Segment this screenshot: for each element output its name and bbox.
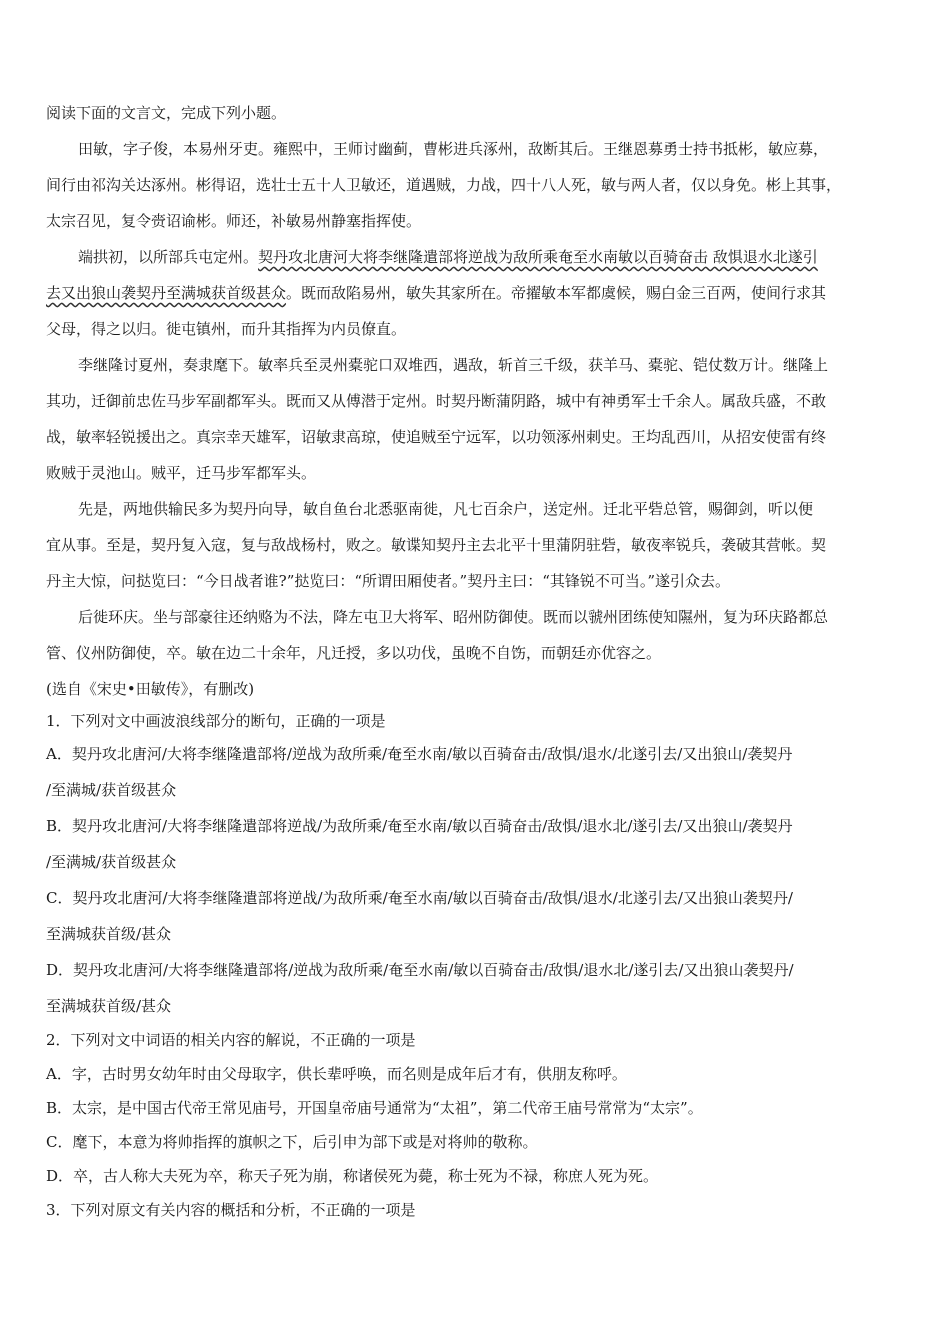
q1-option-b-line1: B．契丹攻北唐河/大将李继隆遣部将逆战/为敌所乘/奄至水南/敏以百骑奋击/敌惧/退水北/遂引去/又出狼山/袭契丹 — [46, 817, 793, 835]
q2-option-b: B．太宗，是中国古代帝王常见庙号，开国皇帝庙号通常为“太祖”，第二代帝王庙号常常为“太宗”。 — [46, 1099, 703, 1117]
passage-p5-line1: 后徙环庆。坐与部豪往还纳赂为不法，降左屯卫大将军、昭州防御使。既而以虢州团练使知隰州，复为环庆路都总 — [78, 608, 829, 626]
question-3-stem: 3．下列对原文有关内容的概括和分析，不正确的一项是 — [46, 1201, 416, 1219]
passage-p3-line4: 败贼于灵池山。贼平，迁马步军都军头。 — [46, 464, 317, 482]
q2-option-c: C．麾下，本意为将帅指挥的旗帜之下，后引申为部下或是对将帅的敬称。 — [46, 1133, 538, 1151]
question-1-stem: 1．下列对文中画波浪线部分的断句，正确的一项是 — [46, 712, 386, 730]
passage-p1-line1: 田敏，字子俊，本易州牙吏。雍熙中，王师讨幽蓟，曹彬进兵涿州，敌断其后。王继恩募勇士持书抵彬，敏应募， — [78, 140, 829, 158]
passage-p4-line3: 丹主大惊，问挞览曰：“今日战者谁?”挞览曰：“所谓田厢使者。”契丹主曰：“其锋锐不可当。”遂引众去。 — [46, 572, 731, 590]
passage-source: (选自《宋史•田敏传》，有删改) — [46, 680, 255, 698]
q1-option-c-line2: 至满城获首级/甚众 — [46, 925, 172, 943]
passage-p3-line1: 李继隆讨夏州，奏隶麾下。敏率兵至灵州橐驼口双堆西，遇敌，斩首三千级，获羊马、橐驼、铠仗数万计。继隆上 — [78, 356, 829, 374]
passage-p5-line2: 管、仪州防御使，卒。敏在边二十余年，凡迁授，多以功伐，虽晚不自饬，而朝廷亦优容之。 — [46, 644, 662, 662]
q1-option-c-line1: C．契丹攻北唐河/大将李继隆遣部将逆战/为敌所乘/奄至水南/敏以百骑奋击/敌惧/退水/北遂引去/又出狼山袭契丹/ — [46, 889, 793, 907]
q1-option-d-line1: D．契丹攻北唐河/大将李继隆遣部将/逆战为敌所乘/奄至水南/敏以百骑奋击/敌惧/退水北/遂引去/又出狼山袭契丹/ — [46, 961, 794, 979]
q1-option-a-line2: /至满城/获首级甚众 — [46, 781, 177, 799]
passage-p2-line3: 父母，得之以归。徙屯镇州，而升其指挥为内员僚直。 — [46, 320, 407, 338]
question-2-stem: 2．下列对文中词语的相关内容的解说，不正确的一项是 — [46, 1031, 416, 1049]
passage-p3-line2: 其功，迁御前忠佐马步军副都军头。既而又从傅潜于定州。时契丹断蒲阴路，城中有神勇军士千余人。属敌兵盛，不敢 — [46, 392, 827, 410]
wavy-underlined-text-1: 契丹攻北唐河大将李继隆遣部将逆战为敌所乘奄至水南敏以百骑奋击 敌惧退水北遂引 — [258, 248, 818, 266]
q2-option-d: D．卒，古人称大夫死为卒，称天子死为崩，称诸侯死为薨，称士死为不禄，称庶人死为死。 — [46, 1167, 659, 1185]
passage-p3-line3: 战，敏率轻锐援出之。真宗幸天雄军，诏敏隶高琼，使追贼至宁远军，以功领涿州刺史。王均乱西川，从招安使雷有终 — [46, 428, 827, 446]
passage-p2-line1 — [78, 247, 818, 267]
wavy-underlined-text-2: 去又出狼山袭契丹至满城获首级甚众 — [46, 284, 287, 302]
q1-option-a-line1: A．契丹攻北唐河/大将李继隆遣部将/逆战为敌所乘/奄至水南/敏以百骑奋击/敌惧/退水/北遂引去/又出狼山/袭契丹 — [46, 745, 793, 763]
passage-p2-line2-rest: 。既而敌陷易州，敏失其家所在。帝擢敏本军都虞候，赐白金三百两，使间行求其 — [286, 284, 827, 302]
passage-p2-lead: 端拱初，以所部兵屯定州。 — [78, 248, 259, 266]
intro-instruction: 阅读下面的文言文，完成下列小题。 — [46, 104, 287, 122]
q1-option-d-line2: 至满城获首级/甚众 — [46, 997, 172, 1015]
passage-p1-line3: 太宗召见，复令赍诏谕彬。师还，补敏易州静塞指挥使。 — [46, 212, 422, 230]
passage-p1-line2: 间行由祁沟关达涿州。彬得诏，选壮士五十人卫敏还，道遇贼，力战，四十八人死，敏与两人者，仅以身免。彬上其事， — [46, 176, 842, 194]
passage-p4-line2: 宜从事。至是，契丹复入寇，复与敌战杨村，败之。敏谍知契丹主去北平十里蒲阴驻砦，敏夜率锐兵，袭破其营帐。契 — [46, 536, 827, 554]
passage-p2-line2 — [46, 283, 826, 303]
passage-p4-line1: 先是，两地供输民多为契丹向导，敏自鱼台北悉驱南徙，凡七百余户，送定州。迁北平砦总管，赐御剑，听以便 — [78, 500, 814, 518]
q1-option-b-line2: /至满城/获首级甚众 — [46, 853, 177, 871]
q2-option-a: A．字，古时男女幼年时由父母取字，供长辈呼唤，而名则是成年后才有，供朋友称呼。 — [46, 1065, 627, 1083]
